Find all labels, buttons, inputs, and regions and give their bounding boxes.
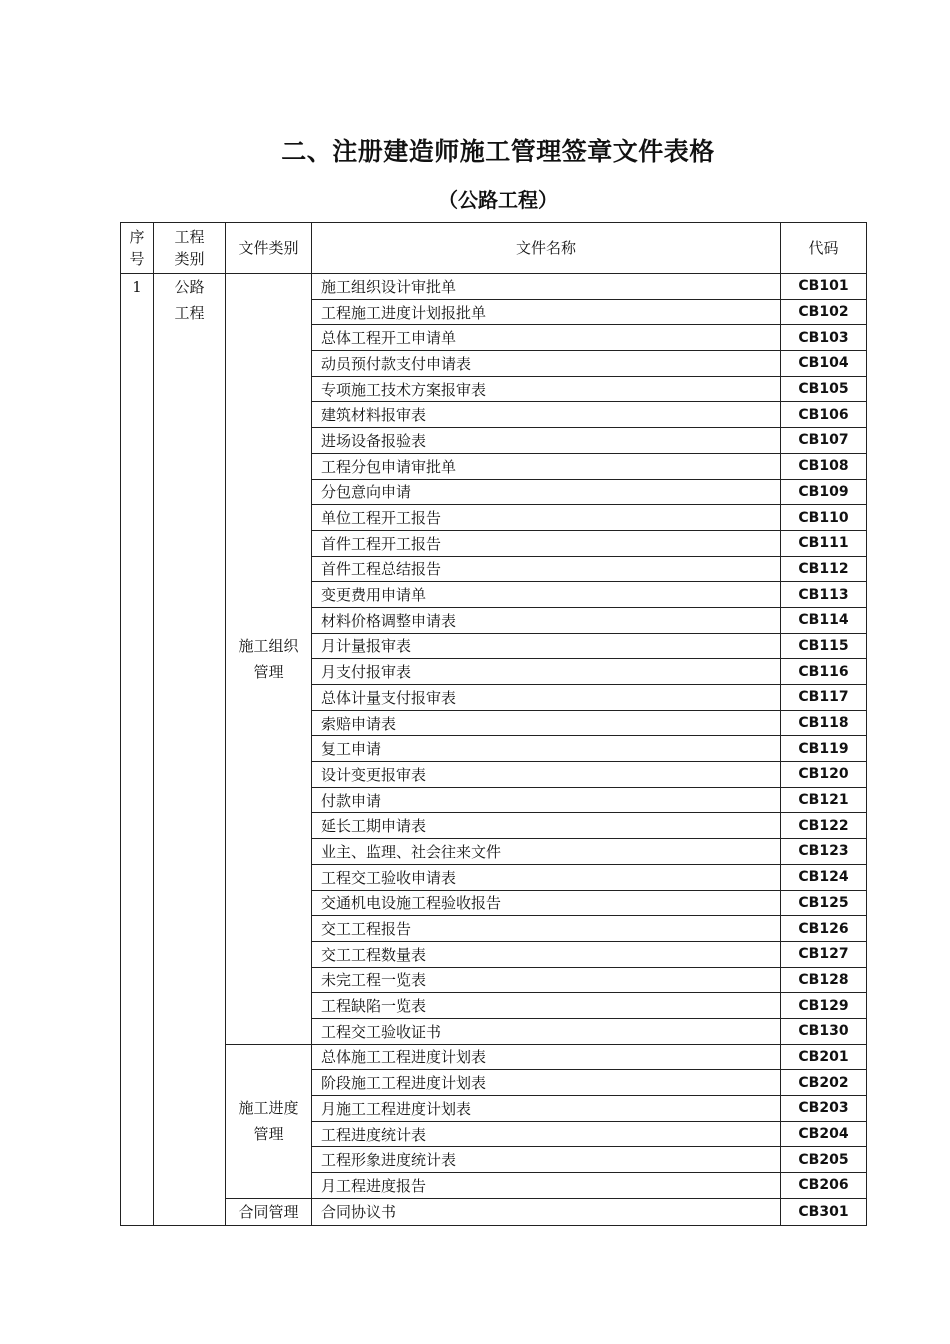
file-name-cell: 交工工程报告: [312, 916, 781, 942]
file-code-cell: CB112: [781, 556, 867, 582]
file-name-cell: 索赔申请表: [312, 710, 781, 736]
file-name-cell: 总体工程开工申请单: [312, 325, 781, 351]
file-name-cell: 业主、监理、社会往来文件: [312, 839, 781, 865]
file-code-cell: CB130: [781, 1018, 867, 1044]
file-name-cell: 总体施工工程进度计划表: [312, 1044, 781, 1070]
file-name-cell: 工程交工验收申请表: [312, 864, 781, 890]
seq-cell: 1: [121, 274, 154, 1226]
file-code-cell: CB117: [781, 685, 867, 711]
file-code-cell: CB103: [781, 325, 867, 351]
file-code-cell: CB125: [781, 890, 867, 916]
file-code-cell: CB104: [781, 351, 867, 377]
file-name-cell: 工程分包申请审批单: [312, 453, 781, 479]
file-name-cell: 动员预付款支付申请表: [312, 351, 781, 377]
file-code-cell: CB205: [781, 1147, 867, 1173]
file-name-cell: 设计变更报审表: [312, 762, 781, 788]
file-name-cell: 月计量报审表: [312, 633, 781, 659]
file-name-cell: 延长工期申请表: [312, 813, 781, 839]
file-code-cell: CB109: [781, 479, 867, 505]
page-subtitle: （公路工程）: [438, 188, 558, 212]
file-name-cell: 分包意向申请: [312, 479, 781, 505]
file-code-cell: CB203: [781, 1096, 867, 1122]
file-name-cell: 材料价格调整申请表: [312, 607, 781, 633]
header-seq: 序号: [121, 223, 154, 274]
file-code-cell: CB206: [781, 1173, 867, 1199]
file-name-cell: 工程交工验收证书: [312, 1018, 781, 1044]
file-name-cell: 总体计量支付报审表: [312, 685, 781, 711]
table-header-row: [121, 223, 867, 274]
file-name-cell: 工程缺陷一览表: [312, 993, 781, 1019]
header-code: 代码: [781, 223, 867, 274]
table-row: [121, 1044, 867, 1070]
file-name-cell: 进场设备报验表: [312, 428, 781, 454]
file-name-cell: 单位工程开工报告: [312, 505, 781, 531]
file-code-cell: CB124: [781, 864, 867, 890]
file-category-cell: [226, 1044, 312, 1198]
file-name-cell: 月施工工程进度计划表: [312, 1096, 781, 1122]
file-code-cell: CB119: [781, 736, 867, 762]
file-name-cell: 付款申请: [312, 787, 781, 813]
file-category-label: 施工组织管理: [238, 636, 299, 681]
file-code-cell: CB105: [781, 376, 867, 402]
file-code-cell: CB110: [781, 505, 867, 531]
file-name-cell: 变更费用申请单: [312, 582, 781, 608]
file-category-label: 施工进度管理: [238, 1099, 299, 1144]
file-code-cell: CB111: [781, 530, 867, 556]
file-name-cell: 交通机电设施工程验收报告: [312, 890, 781, 916]
file-code-cell: CB128: [781, 967, 867, 993]
file-name-cell: 工程施工进度计划报批单: [312, 299, 781, 325]
file-name-cell: 首件工程开工报告: [312, 530, 781, 556]
header-project-type: 工程类别: [154, 223, 226, 274]
file-code-cell: CB126: [781, 916, 867, 942]
file-code-cell: CB108: [781, 453, 867, 479]
header-file-name: 文件名称: [312, 223, 781, 274]
project-type-label: 公路工程: [174, 278, 205, 322]
table-body: [121, 274, 867, 1226]
file-code-cell: CB101: [781, 274, 867, 300]
page-title: 二、注册建造师施工管理签章文件表格: [281, 137, 715, 166]
header-file-category: 文件类别: [226, 223, 312, 274]
file-code-cell: CB114: [781, 607, 867, 633]
file-code-cell: CB102: [781, 299, 867, 325]
table-row: [121, 274, 867, 300]
file-code-cell: CB202: [781, 1070, 867, 1096]
file-name-cell: 建筑材料报审表: [312, 402, 781, 428]
project-type-cell: [154, 274, 226, 1226]
file-name-cell: 月支付报审表: [312, 659, 781, 685]
file-name-cell: 专项施工技术方案报审表: [312, 376, 781, 402]
file-name-cell: 复工申请: [312, 736, 781, 762]
file-code-cell: CB129: [781, 993, 867, 1019]
file-code-cell: CB118: [781, 710, 867, 736]
file-code-cell: CB201: [781, 1044, 867, 1070]
file-code-cell: CB204: [781, 1121, 867, 1147]
file-name-cell: 工程形象进度统计表: [312, 1147, 781, 1173]
file-code-cell: CB123: [781, 839, 867, 865]
file-code-cell: CB106: [781, 402, 867, 428]
file-name-cell: 工程进度统计表: [312, 1121, 781, 1147]
file-name-cell: 施工组织设计审批单: [312, 274, 781, 300]
file-category-cell: [226, 274, 312, 1045]
signature-file-table: [120, 222, 867, 1226]
file-name-cell: 未完工程一览表: [312, 967, 781, 993]
file-code-cell: CB107: [781, 428, 867, 454]
file-code-cell: CB116: [781, 659, 867, 685]
file-name-cell: 阶段施工工程进度计划表: [312, 1070, 781, 1096]
file-code-cell: CB122: [781, 813, 867, 839]
file-name-cell: 月工程进度报告: [312, 1173, 781, 1199]
file-code-cell: CB121: [781, 787, 867, 813]
file-code-cell: CB115: [781, 633, 867, 659]
file-name-cell: 合同协议书: [312, 1198, 781, 1225]
file-code-cell: CB127: [781, 941, 867, 967]
file-code-cell: CB301: [781, 1198, 867, 1225]
file-code-cell: CB113: [781, 582, 867, 608]
table-row: [121, 1198, 867, 1225]
file-name-cell: 交工工程数量表: [312, 941, 781, 967]
file-name-cell: 首件工程总结报告: [312, 556, 781, 582]
file-category-cell: 合同管理: [226, 1198, 312, 1225]
file-code-cell: CB120: [781, 762, 867, 788]
